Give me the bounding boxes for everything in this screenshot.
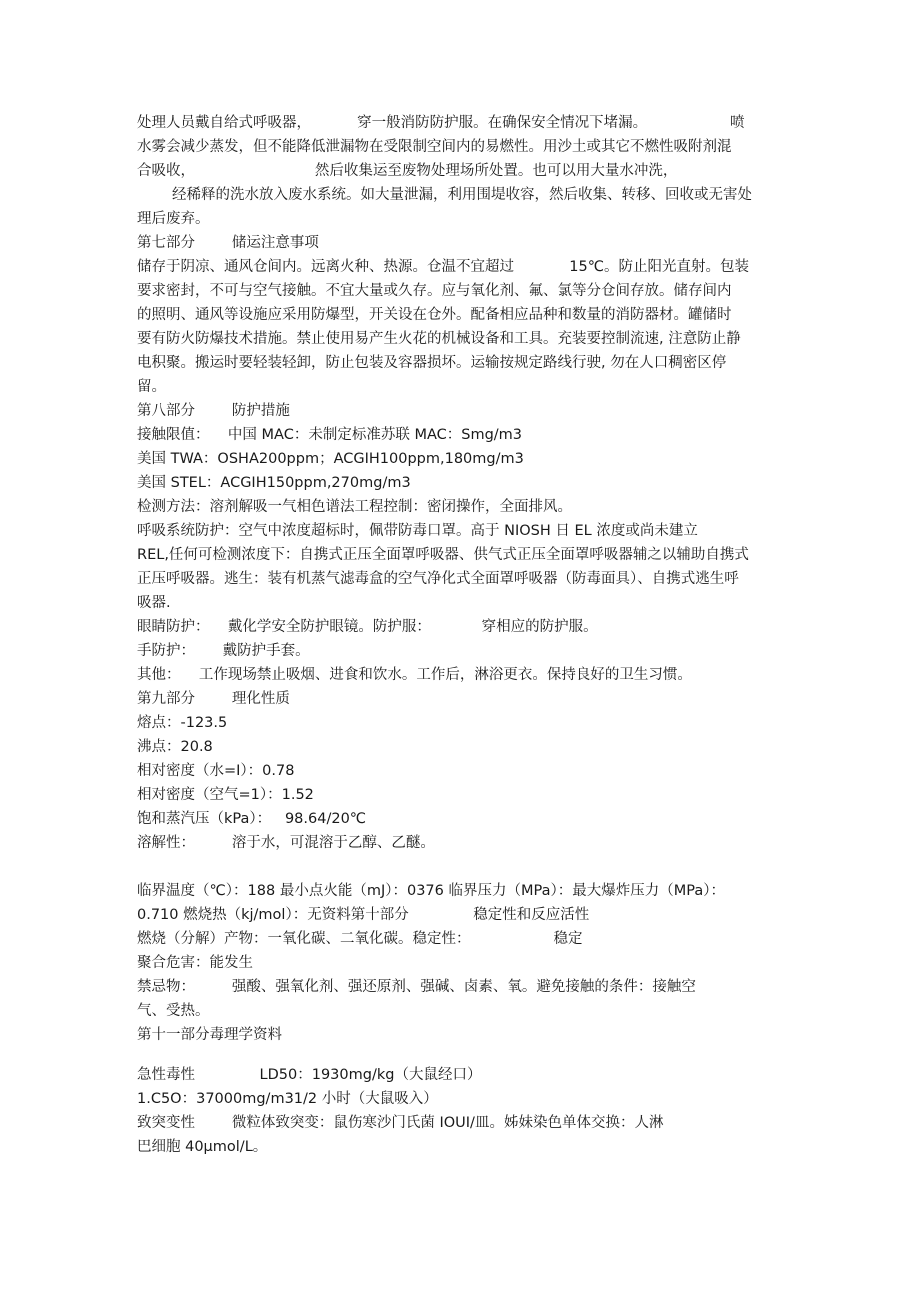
text-line: 饱和蒸汽压（kPa）： 98.64/20℃ <box>137 811 367 827</box>
text-line: 急性毒性 LD50：1930mg∕kg（大鼠经口） <box>137 1067 482 1083</box>
text-line: 呼吸系统防护：空气中浓度超标时，佩带防毒口罩。高于 NIOSH 日 EL 浓度或尚未建立 <box>137 523 698 539</box>
text-line: 熔点：-123.5 <box>137 715 228 731</box>
text-line: 1.C5O：37000mg/m31/2 小时（大鼠吸入） <box>137 1091 438 1107</box>
text-line: 致突变性 微粒体致突变：鼠伤寒沙门氏菌 IOUI/皿。姊妹染色单体交换：人淋 <box>137 1115 664 1131</box>
text-line: 要求密封，不可与空气接触。不宜大量或久存。应与氧化剂、氟、氯等分仓间存放。储存间内 <box>137 283 732 299</box>
text-line: 电积聚。搬运时要轻装轻卸，防止包装及容器损坏。运输按规定路线行驶, 勿在人口稠密区停 <box>137 355 727 371</box>
section-heading: 第九部分 理化性质 <box>137 691 290 707</box>
text-line: 处理人员戴自给式呼吸器， 穿一般消防防护服。在确保安全情况下堵漏。 喷 <box>137 115 745 131</box>
section-heading: 第十一部分毒理学资料 <box>137 1027 282 1043</box>
text-line: 美国 TWA：OSHA200ppm；ACGIH100ppm,180mg/m3 <box>137 451 524 467</box>
section-heading: 第七部分 储运注意事项 <box>137 235 319 251</box>
text-line: 燃烧（分解）产物：一氧化碳、二氧化碳。稳定性： 稳定 <box>137 931 583 947</box>
text-line: 手防护： 戴防护手套。 <box>137 643 310 659</box>
text-line: 相对密度（水=I）：0.78 <box>137 763 295 779</box>
text-line: 气、受热。 <box>137 1003 210 1019</box>
text-line: 相对密度（空气=1）：1.52 <box>137 787 314 803</box>
text-line: 正压呼吸器。逃生：装有机蒸气滤毒盒的空气净化式全面罩呼吸器（防毒面具）、自携式逃生呼 <box>137 571 739 587</box>
text-line: 美国 STEL：ACGIH150ppm,270mg/m3 <box>137 475 411 491</box>
text-line: 聚合危害：能发生 <box>137 955 253 971</box>
text-line: 理后废弃。 <box>137 211 210 227</box>
text-line: 的照明、通风等设施应采用防爆型，开关设在仓外。配备相应品种和数量的消防器材。罐储时 <box>137 307 732 323</box>
text-line: 临界温度（℃）：188 最小点火能（mJ）：0376 临界压力（MPa）：最大爆炸压力（MPa）： <box>137 883 725 899</box>
section-heading: 第八部分 防护措施 <box>137 403 290 419</box>
text-line: 吸器. <box>137 595 171 611</box>
text-line: 溶解性： 溶于水，可混溶于乙醇、乙醚。 <box>137 835 435 851</box>
text-line: 留。 <box>137 379 166 395</box>
text-line: 其他： 工作现场禁止吸烟、进食和饮水。工作后，淋浴更衣。保持良好的卫生习惯。 <box>137 667 692 683</box>
text-line: 巴细胞 40μmol/L。 <box>137 1139 268 1155</box>
text-line: 要有防火防爆技术措施。禁止使用易产生火花的机械设备和工具。充装要控制流速, 注意防止静 <box>137 331 741 347</box>
text-line: 水雾会减少蒸发，但不能降低泄漏物在受限制空间内的易燃性。用沙土或其它不燃性吸附剂混 <box>137 139 732 155</box>
text-line: 0.710 燃烧热（kj∕mol）：无资料第十部分 稳定性和反应活性 <box>137 907 590 923</box>
text-line: 禁忌物： 强酸、强氧化剂、强还原剂、强碱、卤素、氧。避免接触的条件：接触空 <box>137 979 696 995</box>
text-line: 合吸收， 然后收集运至废物处理场所处置。也可以用大量水冲洗， <box>137 163 678 179</box>
text-line: 储存于阴凉、通风仓间内。远离火种、热源。仓温不宜超过 15℃。防止阳光直射。包装 <box>137 259 750 275</box>
text-line: 沸点：20.8 <box>137 739 213 755</box>
text-line: 接触限值： 中国 MAC：未制定标准苏联 MAC：Smg/m3 <box>137 427 523 443</box>
text-line: REL,任何可检测浓度下：自携式正压全面罩呼吸器、供气式正压全面罩呼吸器辅之以辅助自携式 <box>137 547 749 563</box>
text-line: 经稀释的洗水放入废水系统。如大量泄漏，利用围堤收容，然后收集、转移、回收或无害处 <box>172 187 752 203</box>
text-line: 检测方法：溶剂解吸一气相色谱法工程控制：密闭操作，全面排风。 <box>137 499 572 515</box>
text-line: 眼睛防护： 戴化学安全防护眼镜。防护服： 穿相应的防护服。 <box>137 619 598 635</box>
